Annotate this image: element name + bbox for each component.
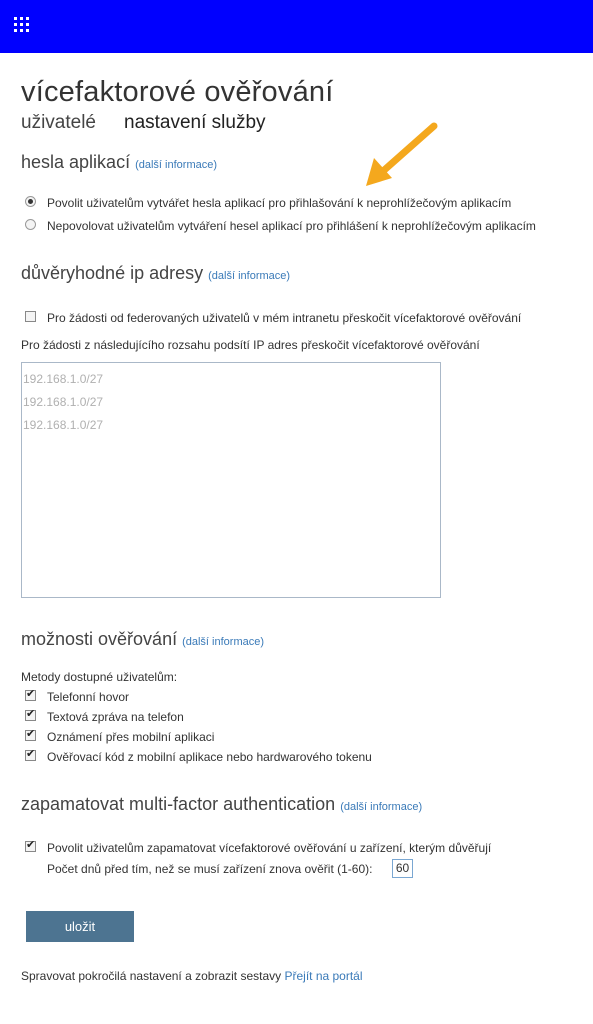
portal-link[interactable]: Přejít na portál [284,969,363,983]
tab-service-settings[interactable]: nastavení služby [124,112,266,133]
method-app-notification-checkbox[interactable] [25,730,36,741]
trusted-ips-heading [21,263,290,284]
allow-app-passwords-label: Povolit uživatelům vytvářet hesla aplikací pro přihlašování k neprohlížečovým aplikacím [47,196,512,210]
remember-mfa-heading [21,794,422,815]
app-passwords-title: hesla aplikací [21,152,131,172]
methods-label: Metody dostupné uživatelům: [21,670,178,684]
federated-skip-label: Pro žádosti od federovaných uživatelů v mém intranetu přeskočit vícefaktorové ověřování [47,311,522,325]
method-phone-call-checkbox[interactable] [25,690,36,701]
method-phone-call-label: Telefonní hovor [47,690,130,704]
method-text-message-checkbox[interactable] [25,710,36,721]
disallow-app-passwords-radio[interactable] [25,219,36,230]
remember-days-input[interactable]: 60 [392,859,413,878]
page-title: vícefaktorové ověřování [21,76,334,108]
save-button[interactable]: uložit [26,911,134,942]
remember-mfa-more-link[interactable]: (další informace) [340,801,423,813]
remember-days-label: Počet dnů před tím, než se musí zařízení znova ověřit (1-60): [47,862,373,876]
ip-placeholder-line: 192.168.1.0/27 [23,372,104,386]
verification-options-title: možnosti ověřování [21,629,178,649]
callout-arrow-icon [362,118,442,190]
remember-mfa-label: Povolit uživatelům zapamatovat vícefaktorové ověřování u zařízení, kterým důvěřují [47,841,492,855]
federated-skip-checkbox[interactable] [25,311,36,322]
footer [21,969,363,983]
ip-range-textarea[interactable] [21,362,441,598]
method-app-notification-label: Oznámení přes mobilní aplikaci [47,730,215,744]
ip-range-label: Pro žádosti z následujícího rozsahu podsítí IP adres přeskočit vícefaktorové ověřování [21,338,480,352]
verification-options-heading [21,629,264,650]
app-passwords-more-link[interactable]: (další informace) [135,159,218,171]
remember-mfa-title: zapamatovat multi-factor authentication [21,794,336,814]
tab-users[interactable]: uživatelé [21,112,96,133]
verification-options-more-link[interactable]: (další informace) [182,636,265,648]
trusted-ips-more-link[interactable]: (další informace) [208,270,291,282]
top-bar [0,0,593,53]
trusted-ips-title: důvěryhodné ip adresy [21,263,204,283]
disallow-app-passwords-label: Nepovolovat uživatelům vytváření hesel aplikací pro přihlášení k neprohlížečovým aplikacím [47,219,536,233]
allow-app-passwords-radio[interactable] [25,196,36,207]
ip-placeholder-line: 192.168.1.0/27 [23,418,104,432]
footer-text: Spravovat pokročilá nastavení a zobrazit sestavy [21,969,282,983]
app-passwords-heading [21,152,217,173]
ip-placeholder-line: 192.168.1.0/27 [23,395,104,409]
app-launcher-waffle-icon[interactable] [14,17,32,35]
remember-mfa-checkbox[interactable] [25,841,36,852]
method-verification-code-label: Ověřovací kód z mobilní aplikace nebo hardwarového tokenu [47,750,372,764]
method-text-message-label: Textová zpráva na telefon [47,710,184,724]
method-verification-code-checkbox[interactable] [25,750,36,761]
